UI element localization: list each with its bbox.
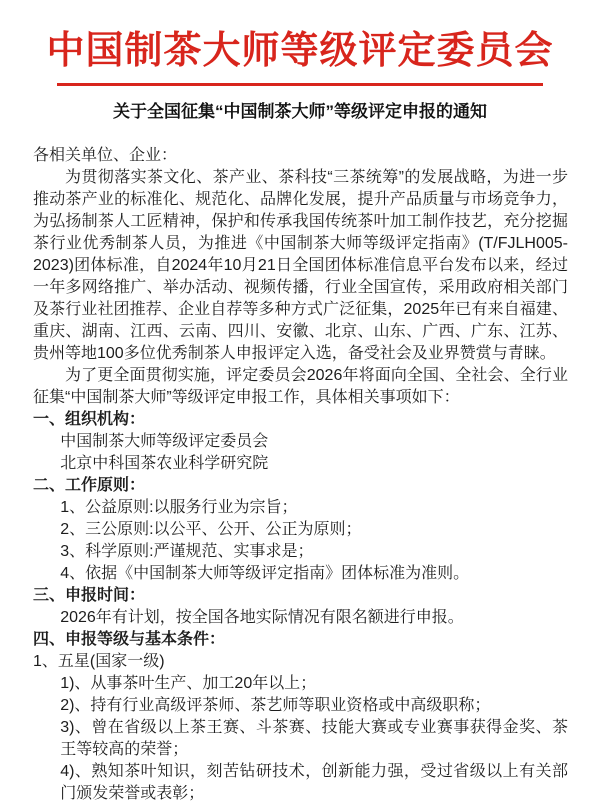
section-item: 1、公益原则:以服务行业为宗旨； [60,499,298,516]
section-item: 4)、熟知茶叶知识，刻苦钻研技术，创新能力强，受过省级以上有关部门颁发荣誉或表彰； [60,763,568,802]
notice-body [0,122,600,805]
section-heading-organization: 一、组织机构： [33,411,146,428]
section-item: 3、科学原则:严谨规范、实事求是； [60,543,314,560]
section-item: 3)、曾在省级以上茶王赛、斗茶赛、技能大赛或专业赛事获得金奖、茶王等较高的荣誉； [60,719,568,758]
section-item: 1)、从事茶叶生产、加工20年以上； [60,675,317,692]
section-item: 2)、持有行业高级评茶师、茶艺师等职业资格或中高级职称； [60,697,491,714]
page-title: 中国制茶大师等级评定委员会 [46,30,554,72]
section-item: 北京中科国茶农业科学研究院 [60,455,269,472]
section-item: 2026年有计划，按全国各地实际情况有限名额进行申报。 [60,609,464,626]
intro-paragraph: 为贯彻落实茶文化、茶产业、茶科技“三茶统筹”的发展战略，为进一步推动茶产业的标准化、规范化、品牌化发展，提升产品质量与市场竞争力，为弘扬制茶人工匠精神，保护和传承我国传统茶叶加工制作技艺，充分挖掘茶行业优秀制茶人员，为推进《中国制茶大师等级评定指南》(T/FJLH005-2023)团体标准，自2024年10月21日全国团体标准信息平台发布以来，经过一年多网络推广、举办活动、视频传播，行业全国宣传，采用政府相关部门及茶行业社团推荐、企业自荐等多种方式广泛征集，2025年已有来自福建、重庆、湖南、江西、云南、四川、安徽、北京、山东、广西、广东、江苏、贵州等地100多位优秀制茶人申报评定入选，备受社会及业界赞赏与青睐。 [33,169,568,362]
section-item: 4、依据《中国制茶大师等级评定指南》团体标准为准则。 [60,565,470,582]
purpose-paragraph: 为了更全面贯彻实施，评定委员会2026年将面向全国、全社会、全行业征集“中国制茶大师”等级评定申报工作，具体相关事项如下： [33,367,568,406]
section-item: 2、三公原则:以公平、公开、公正为原则； [60,521,362,538]
section-item: 中国制茶大师等级评定委员会 [60,433,269,450]
section-heading-requirements: 四、申报等级与基本条件： [33,631,226,648]
salutation-line: 各相关单位、企业： [33,147,178,164]
section-heading-schedule: 三、申报时间： [33,587,146,604]
grade-subheading-five-star: 1、五星(国家一级) [33,653,165,670]
section-heading-principles: 二、工作原则： [33,477,146,494]
notice-subtitle: 关于全国征集“中国制茶大师”等级评定申报的通知 [113,102,487,121]
